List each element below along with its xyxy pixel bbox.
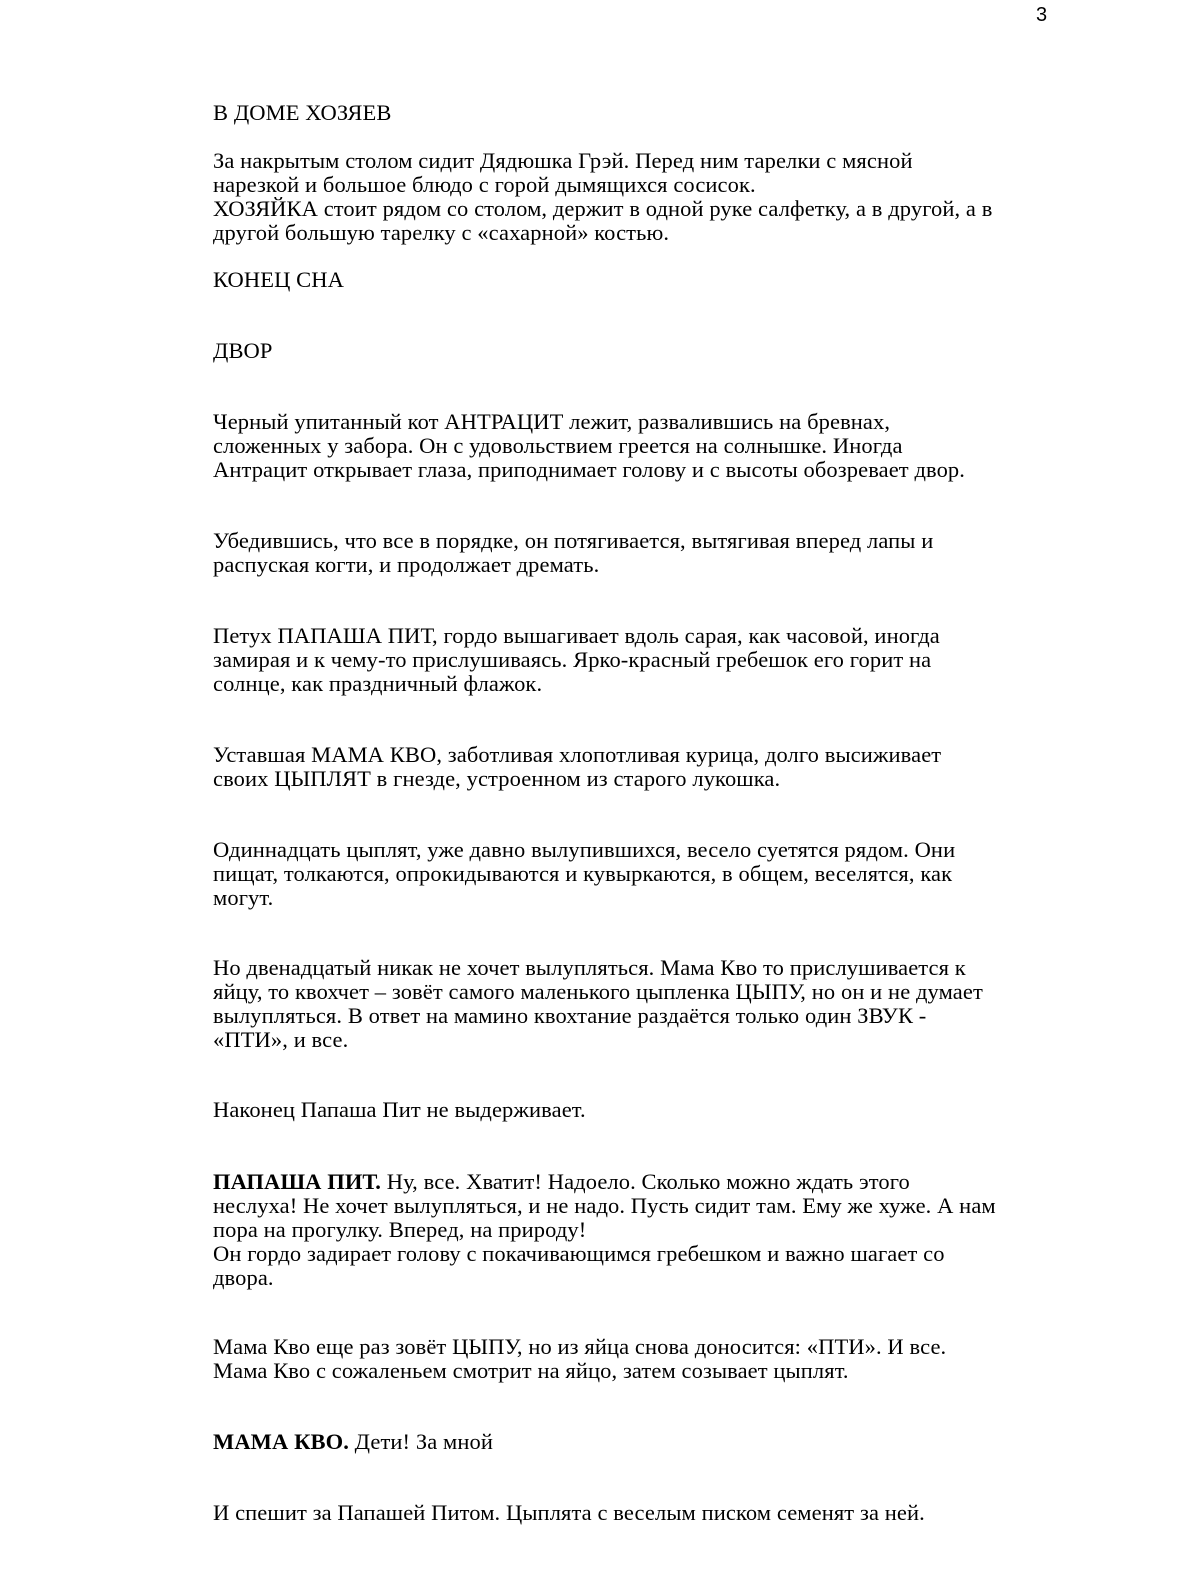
paragraph-line: И спешит за Папашей Питом. Цыплята с веселым писком семенят за ней. xyxy=(213,1500,925,1525)
paragraph-line: ХОЗЯЙКА стоит рядом со столом, держит в одной руке салфетку, а в другой, а в xyxy=(213,196,993,221)
dialogue-text: Дети! За мной xyxy=(348,1429,494,1454)
paragraph-line: Уставшая МАМА КВО, заботливая хлопотливая курица, долго высиживает xyxy=(213,742,942,767)
paragraph-line: другой большую тарелку с «сахарной» костью. xyxy=(213,220,670,245)
paragraph-line: замирая и к чему-то прислушиваясь. Ярко-красный гребешок его горит на xyxy=(213,647,932,672)
scene-heading-end-of-dream: КОНЕЦ СНА xyxy=(213,267,344,292)
dialogue-text: Ну, все. Хватит! Надоело. Сколько можно ждать этого xyxy=(381,1169,910,1194)
speaker-name: МАМА КВО. xyxy=(213,1429,349,1454)
paragraph-line: Убедившись, что все в порядке, он потягивается, вытягивая вперед лапы и xyxy=(213,528,934,553)
paragraph-line: Черный упитанный кот АНТРАЦИТ лежит, развалившись на бревнах, xyxy=(213,409,891,434)
paragraph-line: своих ЦЫПЛЯТ в гнезде, устроенном из старого лукошка. xyxy=(213,766,781,791)
paragraph-line: сложенных у забора. Он с удовольствием греется на солнышке. Иногда xyxy=(213,433,903,458)
paragraph-line: пищат, толкаются, опрокидываются и кувыркаются, в общем, веселятся, как xyxy=(213,861,953,886)
paragraph-line: За накрытым столом сидит Дядюшка Грэй. Перед ним тарелки с мясной xyxy=(213,148,913,173)
paragraph-line: Но двенадцатый никак не хочет вылупляться. Мама Кво то прислушивается к xyxy=(213,955,966,980)
paragraph-line: Антрацит открывает глаза, приподнимает голову и с высоты обозревает двор. xyxy=(213,457,965,482)
paragraph-line: неслуха! Не хочет вылупляться, и не надо. Пусть сидит там. Ему же хуже. А нам xyxy=(213,1193,996,1218)
paragraph-line: могут. xyxy=(213,885,274,910)
paragraph-line: «ПТИ», и все. xyxy=(213,1027,349,1052)
paragraph-line: двора. xyxy=(213,1265,274,1290)
dialogue-line xyxy=(213,1170,910,1194)
paragraph-line: пора на прогулку. Вперед, на природу! xyxy=(213,1217,587,1242)
paragraph-line: распуская когти, и продолжает дремать. xyxy=(213,552,600,577)
scene-heading-house: В ДОМЕ ХОЗЯЕВ xyxy=(213,100,392,125)
paragraph-line: нарезкой и большое блюдо с горой дымящихся сосисок. xyxy=(213,172,756,197)
paragraph-line: вылупляться. В ответ на мамино квохтание раздаётся только один ЗВУК - xyxy=(213,1003,927,1028)
page-number: 3 xyxy=(1036,4,1048,26)
speaker-name: ПАПАША ПИТ. xyxy=(213,1169,382,1194)
paragraph-line: Одиннадцать цыплят, уже давно вылупившихся, весело суетятся рядом. Они xyxy=(213,837,956,862)
paragraph-line: Мама Кво еще раз зовёт ЦЫПУ, но из яйца снова доносится: «ПТИ». И все. xyxy=(213,1334,947,1359)
dialogue-line xyxy=(213,1430,493,1454)
paragraph-line: Мама Кво с сожаленьем смотрит на яйцо, затем созывает цыплят. xyxy=(213,1358,849,1383)
scene-heading-yard: ДВОР xyxy=(213,338,273,363)
paragraph-line: солнце, как праздничный флажок. xyxy=(213,671,543,696)
paragraph-line: яйцу, то квохчет – зовёт самого маленького цыпленка ЦЫПУ, но он и не думает xyxy=(213,979,983,1004)
paragraph-line: Наконец Папаша Пит не выдерживает. xyxy=(213,1097,586,1122)
paragraph-line: Петух ПАПАША ПИТ, гордо вышагивает вдоль сарая, как часовой, иногда xyxy=(213,623,940,648)
paragraph-line: Он гордо задирает голову с покачивающимся гребешком и важно шагает со xyxy=(213,1241,945,1266)
